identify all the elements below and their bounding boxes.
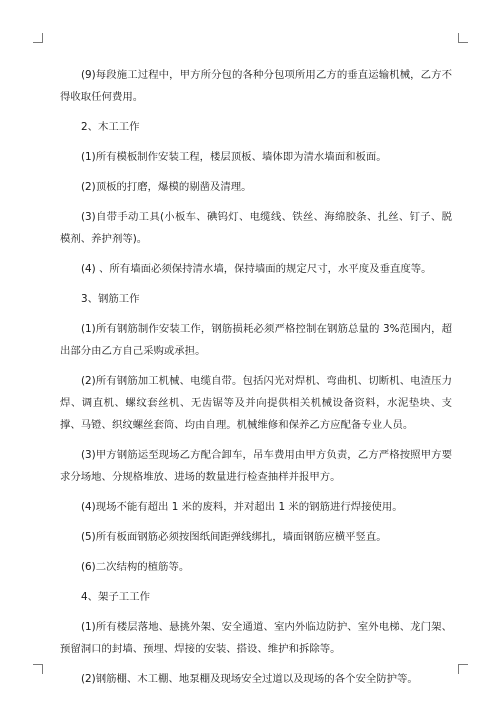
crop-mark-bottom-right [458, 664, 468, 674]
paragraph: (6)二次结构的植筋等。 [81, 561, 190, 573]
crop-mark-top-left [33, 33, 43, 43]
paragraph: (2)所有钢筋加工机械、电缆自带。包括闪光对焊机、弯曲机、切断机、电渣压力焊、调直机、螺纹套丝机、无齿锯等及并向提供相关机械设备资料，水泥垫块、支撑、马镫、织纹螺丝套筒、均由自理。机械维修和保养乙方应配备专业人员。 [60, 375, 452, 431]
paragraph: (1)所有模板制作安装工程，楼层顶板、墙体即为清水墙面和板面。 [81, 151, 387, 163]
section-heading-scaffolding: 4、架子工工作 [81, 591, 150, 603]
crop-mark-top-right [458, 33, 468, 43]
document-body [60, 64, 452, 698]
paragraph: (3)甲方钢筋运至现场乙方配合卸车，吊车费用由甲方负责，乙方严格按照甲方要求分场地、分规格堆放、进场的数量进行检查抽样并报甲方。 [60, 449, 452, 483]
paragraph: (1)所有楼层落地、悬挑外架、安全通道、室内外临边防护、室外电梯、龙门架、预留洞口的封墙、预埋、焊接的安装、搭设、维护和拆除等。 [60, 621, 452, 655]
paragraph: (2)顶板的打磨，爆模的剔凿及清理。 [81, 181, 252, 193]
paragraph: (3)自带手动工具(小板车、碘钨灯、电缆线、铁丝、海绵胶条、扎丝、钉子、脱模剂、养护剂等)。 [60, 211, 452, 245]
section-heading-rebar: 3、钢筋工作 [81, 293, 140, 305]
paragraph: (4)现场不能有超出 1 米的废料，并对超出 1 米的钢筋进行焊接使用。 [81, 501, 403, 513]
paragraph: (1)所有钢筋制作安装工作，钢筋损耗必须严格控制在钢筋总量的 3%范围内，超出部分由乙方自己采购或承担。 [60, 323, 452, 357]
section-heading-carpentry: 2、木工工作 [81, 121, 140, 133]
paragraph: (9)每段施工过程中，甲方所分包的各种分包项所用乙方的垂直运输机械，乙方不得收取任何费用。 [60, 69, 452, 103]
paragraph: (5)所有板面钢筋必须按图纸间距弹线绑扎，墙面钢筋应横平竖直。 [81, 531, 387, 543]
paragraph: (4) 、所有墙面必须保持清水墙，保持墙面的规定尺寸，水平度及垂直度等。 [81, 263, 432, 275]
crop-mark-bottom-left [33, 664, 43, 674]
paragraph: (2)钢筋棚、木工棚、地泵棚及现场安全过道以及现场的各个安全防护等。 [81, 673, 418, 685]
